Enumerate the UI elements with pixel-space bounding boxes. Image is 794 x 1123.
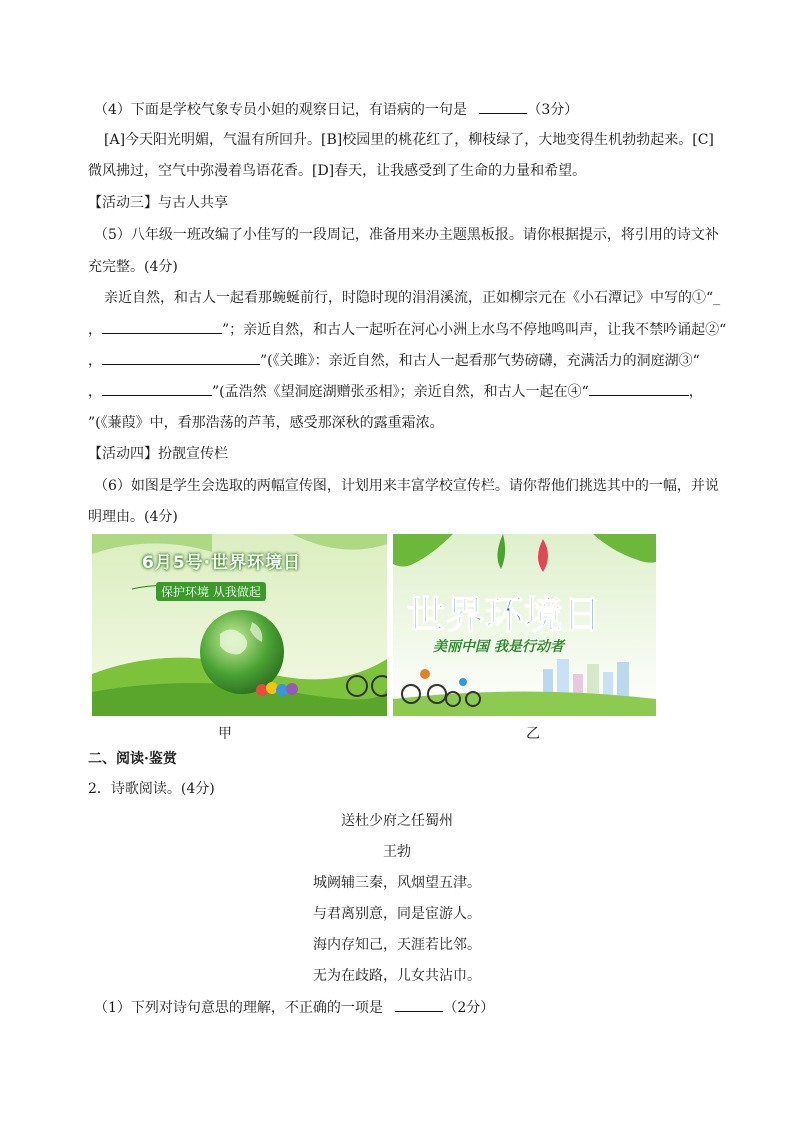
q5-passage-line-2: ， ”；亲近自然，和古人一起听在河心小洲上水鸟不停地鸣叫声，让我不禁吟诵起②“ bbox=[88, 319, 726, 340]
poem-author: 王勃 bbox=[383, 844, 411, 860]
poem-title: 送杜少府之任蜀州 bbox=[341, 813, 453, 829]
q4-option-line-2: 微风拂过，空气中弥漫着鸟语花香。[D]春天，让我感受到了生命的力量和希望。 bbox=[88, 163, 587, 179]
answer-blank[interactable] bbox=[395, 997, 443, 1012]
answer-blank-3[interactable] bbox=[102, 381, 212, 396]
answer-blank-2[interactable] bbox=[102, 350, 260, 365]
answer-blank-1[interactable] bbox=[102, 319, 222, 334]
poster-a-image bbox=[92, 534, 387, 716]
q5-passage-line-5: ”(《蒹葭》中，看那浩荡的芦苇，感受那深秋的露重霜浓。 bbox=[88, 415, 444, 431]
poster-b-subtitle: 美丽中国 我是行动者 bbox=[433, 639, 564, 655]
section-2-heading: 二、阅读·鉴赏 bbox=[88, 751, 177, 767]
poem-line: 无为在歧路，儿女共沾巾。 bbox=[313, 968, 481, 984]
q2-heading: 2．诗歌阅读。(4分) bbox=[88, 781, 215, 797]
answer-blank-4[interactable] bbox=[589, 381, 689, 396]
poster-a-caption: 甲 bbox=[218, 726, 232, 742]
poem-line: 城阙辅三秦，风烟望五津。 bbox=[313, 875, 481, 891]
q4-option-line-1: [A]今天阳光明媚，气温有所回升。[B]校园里的桃花红了，柳枝绿了，大地变得生机勃勃起来。[C] bbox=[104, 132, 714, 148]
q5-passage-line-1: 亲近自然，和古人一起看那蜿蜒前行，时隐时现的涓涓溪流，正如柳宗元在《小石潭记》中写的①“_ bbox=[104, 290, 721, 306]
poster-a-subtitle: 保护环境 从我做起 bbox=[156, 582, 266, 601]
q6-prompt-line-1: （6）如图是学生会选取的两幅宣传图，计划用来丰富学校宣传栏。请你帮他们挑选其中的一幅，并说 bbox=[94, 478, 719, 494]
poster-a-title: 6月5号·世界环境日 bbox=[142, 553, 302, 573]
q4-prompt-line: （4）下面是学校气象专员小妲的观察日记，有语病的一句是 （3分） bbox=[94, 99, 578, 120]
poster-b-caption: 乙 bbox=[526, 726, 540, 742]
q5-passage-line-4: ， ”(孟浩然《望洞庭湖赠张丞相》；亲近自然，和古人一起在④“ ， bbox=[88, 381, 703, 402]
poem-line: 与君离别意，同是宦游人。 bbox=[313, 906, 481, 922]
q5-passage-line-3: ， ”(《关雎》：亲近自然，和古人一起看那气势磅礴，充满活力的洞庭湖③“ bbox=[88, 350, 700, 371]
activity-4-heading: 【活动四】扮靓宣传栏 bbox=[88, 446, 228, 462]
q2-1-prompt-line: （1）下列对诗句意思的理解，不正确的一项是 （2分） bbox=[94, 997, 494, 1018]
poem-line: 海内存知己，天涯若比邻。 bbox=[313, 937, 481, 953]
q6-prompt-line-2: 明理由。(4分) bbox=[88, 509, 178, 525]
poster-b-image bbox=[393, 534, 656, 716]
poster-b-title: 世界环境日 bbox=[407, 593, 603, 637]
answer-blank[interactable] bbox=[479, 99, 527, 114]
q5-prompt-line-2: 充完整。(4分) bbox=[88, 259, 178, 275]
activity-3-heading: 【活动三】与古人共享 bbox=[88, 195, 228, 211]
q5-prompt-line-1: （5）八年级一班改编了小佳写的一段周记，准备用来办主题黑板报。请你根据提示，将引用的诗文补 bbox=[94, 227, 719, 243]
